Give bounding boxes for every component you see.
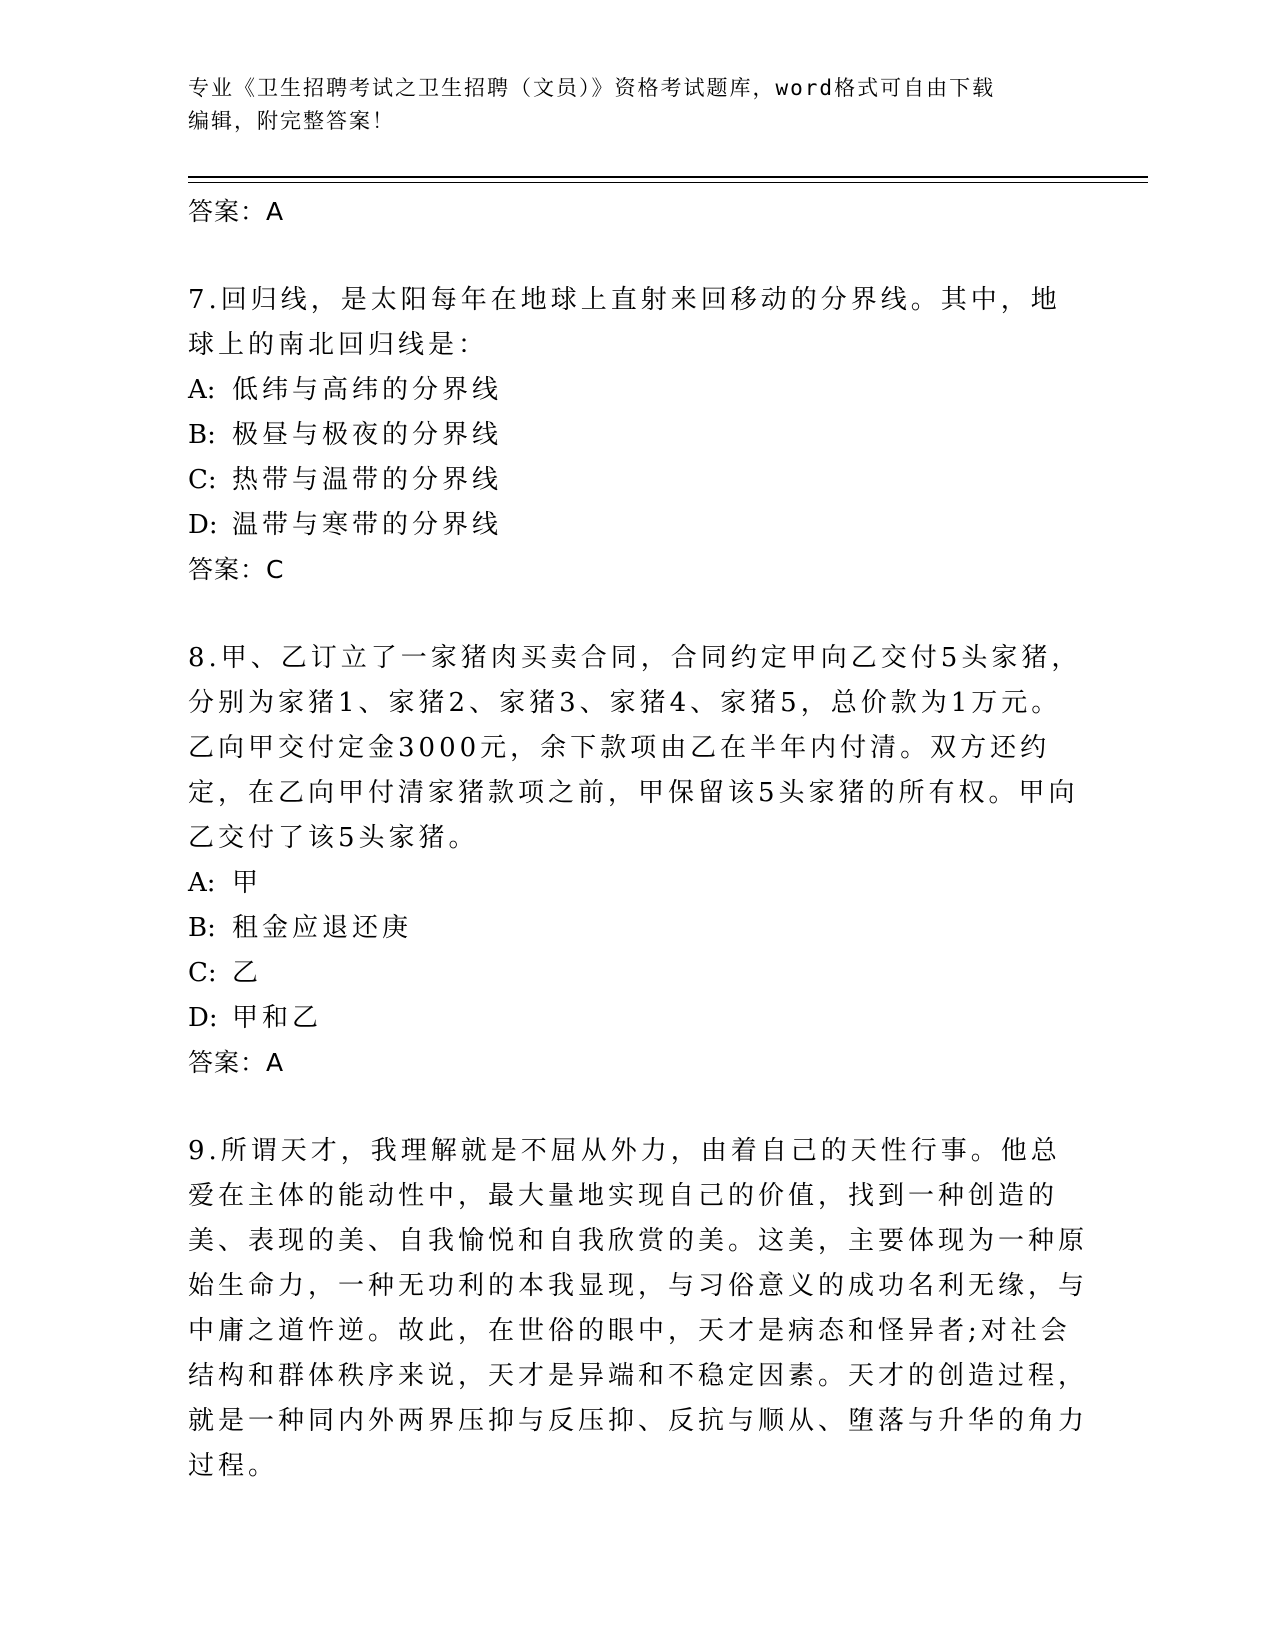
question-stem: 8.甲、乙订立了一家猪肉买卖合同，合同约定甲向乙交付5头家猪，分别为家猪1、家猪2、家猪3、家猪4、家猪5，总价款为1万元。乙向甲交付定金3000元，余下款项由乙在半年内付清。双方还约定，在乙向甲付清家猪款项之前，甲保留该5头家猪的所有权。甲向乙交付了该5头家猪。 xyxy=(188,643,1082,853)
option-letter: A: xyxy=(188,375,216,405)
option-c xyxy=(188,458,1088,503)
header-line-1: 专业《卫生招聘考试之卫生招聘（文员）》资格考试题库，word格式可自由下载 xyxy=(188,76,996,100)
page-content xyxy=(188,190,1088,1489)
answer-line: 答案：A xyxy=(188,197,285,226)
header-rule-thick xyxy=(188,176,1148,178)
option-letter: D: xyxy=(188,1003,218,1033)
option-c xyxy=(188,951,1088,996)
question-block xyxy=(188,636,1088,1085)
option-letter: C: xyxy=(188,465,217,495)
option-d xyxy=(188,503,1088,548)
option-letter: B: xyxy=(188,420,216,450)
question-stem: 7.回归线，是太阳每年在地球上直射来回移动的分界线。其中，地球上的南北回归线是： xyxy=(188,285,1061,360)
question-stem: 9.所谓天才，我理解就是不屈从外力，由着自己的天性行事。他总爱在主体的能动性中，最大量地实现自己的价值，找到一种创造的美、表现的美、自我愉悦和自我欣赏的美。这美，主要体现为一种原始生命力，一种无功利的本我显现，与习俗意义的成功名利无缘，与中庸之道忤逆。故此，在世俗的眼中，天才是病态和怪异者;对社会结构和群体秩序来说，天才是异端和不稳定因素。天才的创造过程，就是一种同内外两界压抑与反压抑、反抗与顺从、堕落与升华的角力过程。 xyxy=(188,1136,1089,1481)
option-text: 乙 xyxy=(232,958,263,988)
option-text: 甲 xyxy=(232,868,263,898)
question-block xyxy=(188,1129,1088,1489)
answer-line: 答案：A xyxy=(188,1048,285,1077)
option-d xyxy=(188,996,1088,1041)
page-header xyxy=(188,72,1088,138)
option-b xyxy=(188,906,1088,951)
header-rule-thin xyxy=(188,182,1148,183)
option-a xyxy=(188,368,1088,413)
option-letter: A: xyxy=(188,868,216,898)
option-text: 甲和乙 xyxy=(232,1003,323,1033)
option-text: 热带与温带的分界线 xyxy=(232,465,503,495)
option-letter: B: xyxy=(188,913,216,943)
option-b xyxy=(188,413,1088,458)
option-a xyxy=(188,861,1088,906)
header-line-2: 编辑，附完整答案！ xyxy=(188,109,395,133)
option-text: 低纬与高纬的分界线 xyxy=(232,375,503,405)
question-block xyxy=(188,278,1088,592)
option-letter: D: xyxy=(188,510,218,540)
option-text: 温带与寒带的分界线 xyxy=(232,510,503,540)
option-text: 极昼与极夜的分界线 xyxy=(232,420,503,450)
option-letter: C: xyxy=(188,958,217,988)
option-text: 租金应退还庚 xyxy=(232,913,413,943)
answer-line: 答案：C xyxy=(188,555,285,584)
